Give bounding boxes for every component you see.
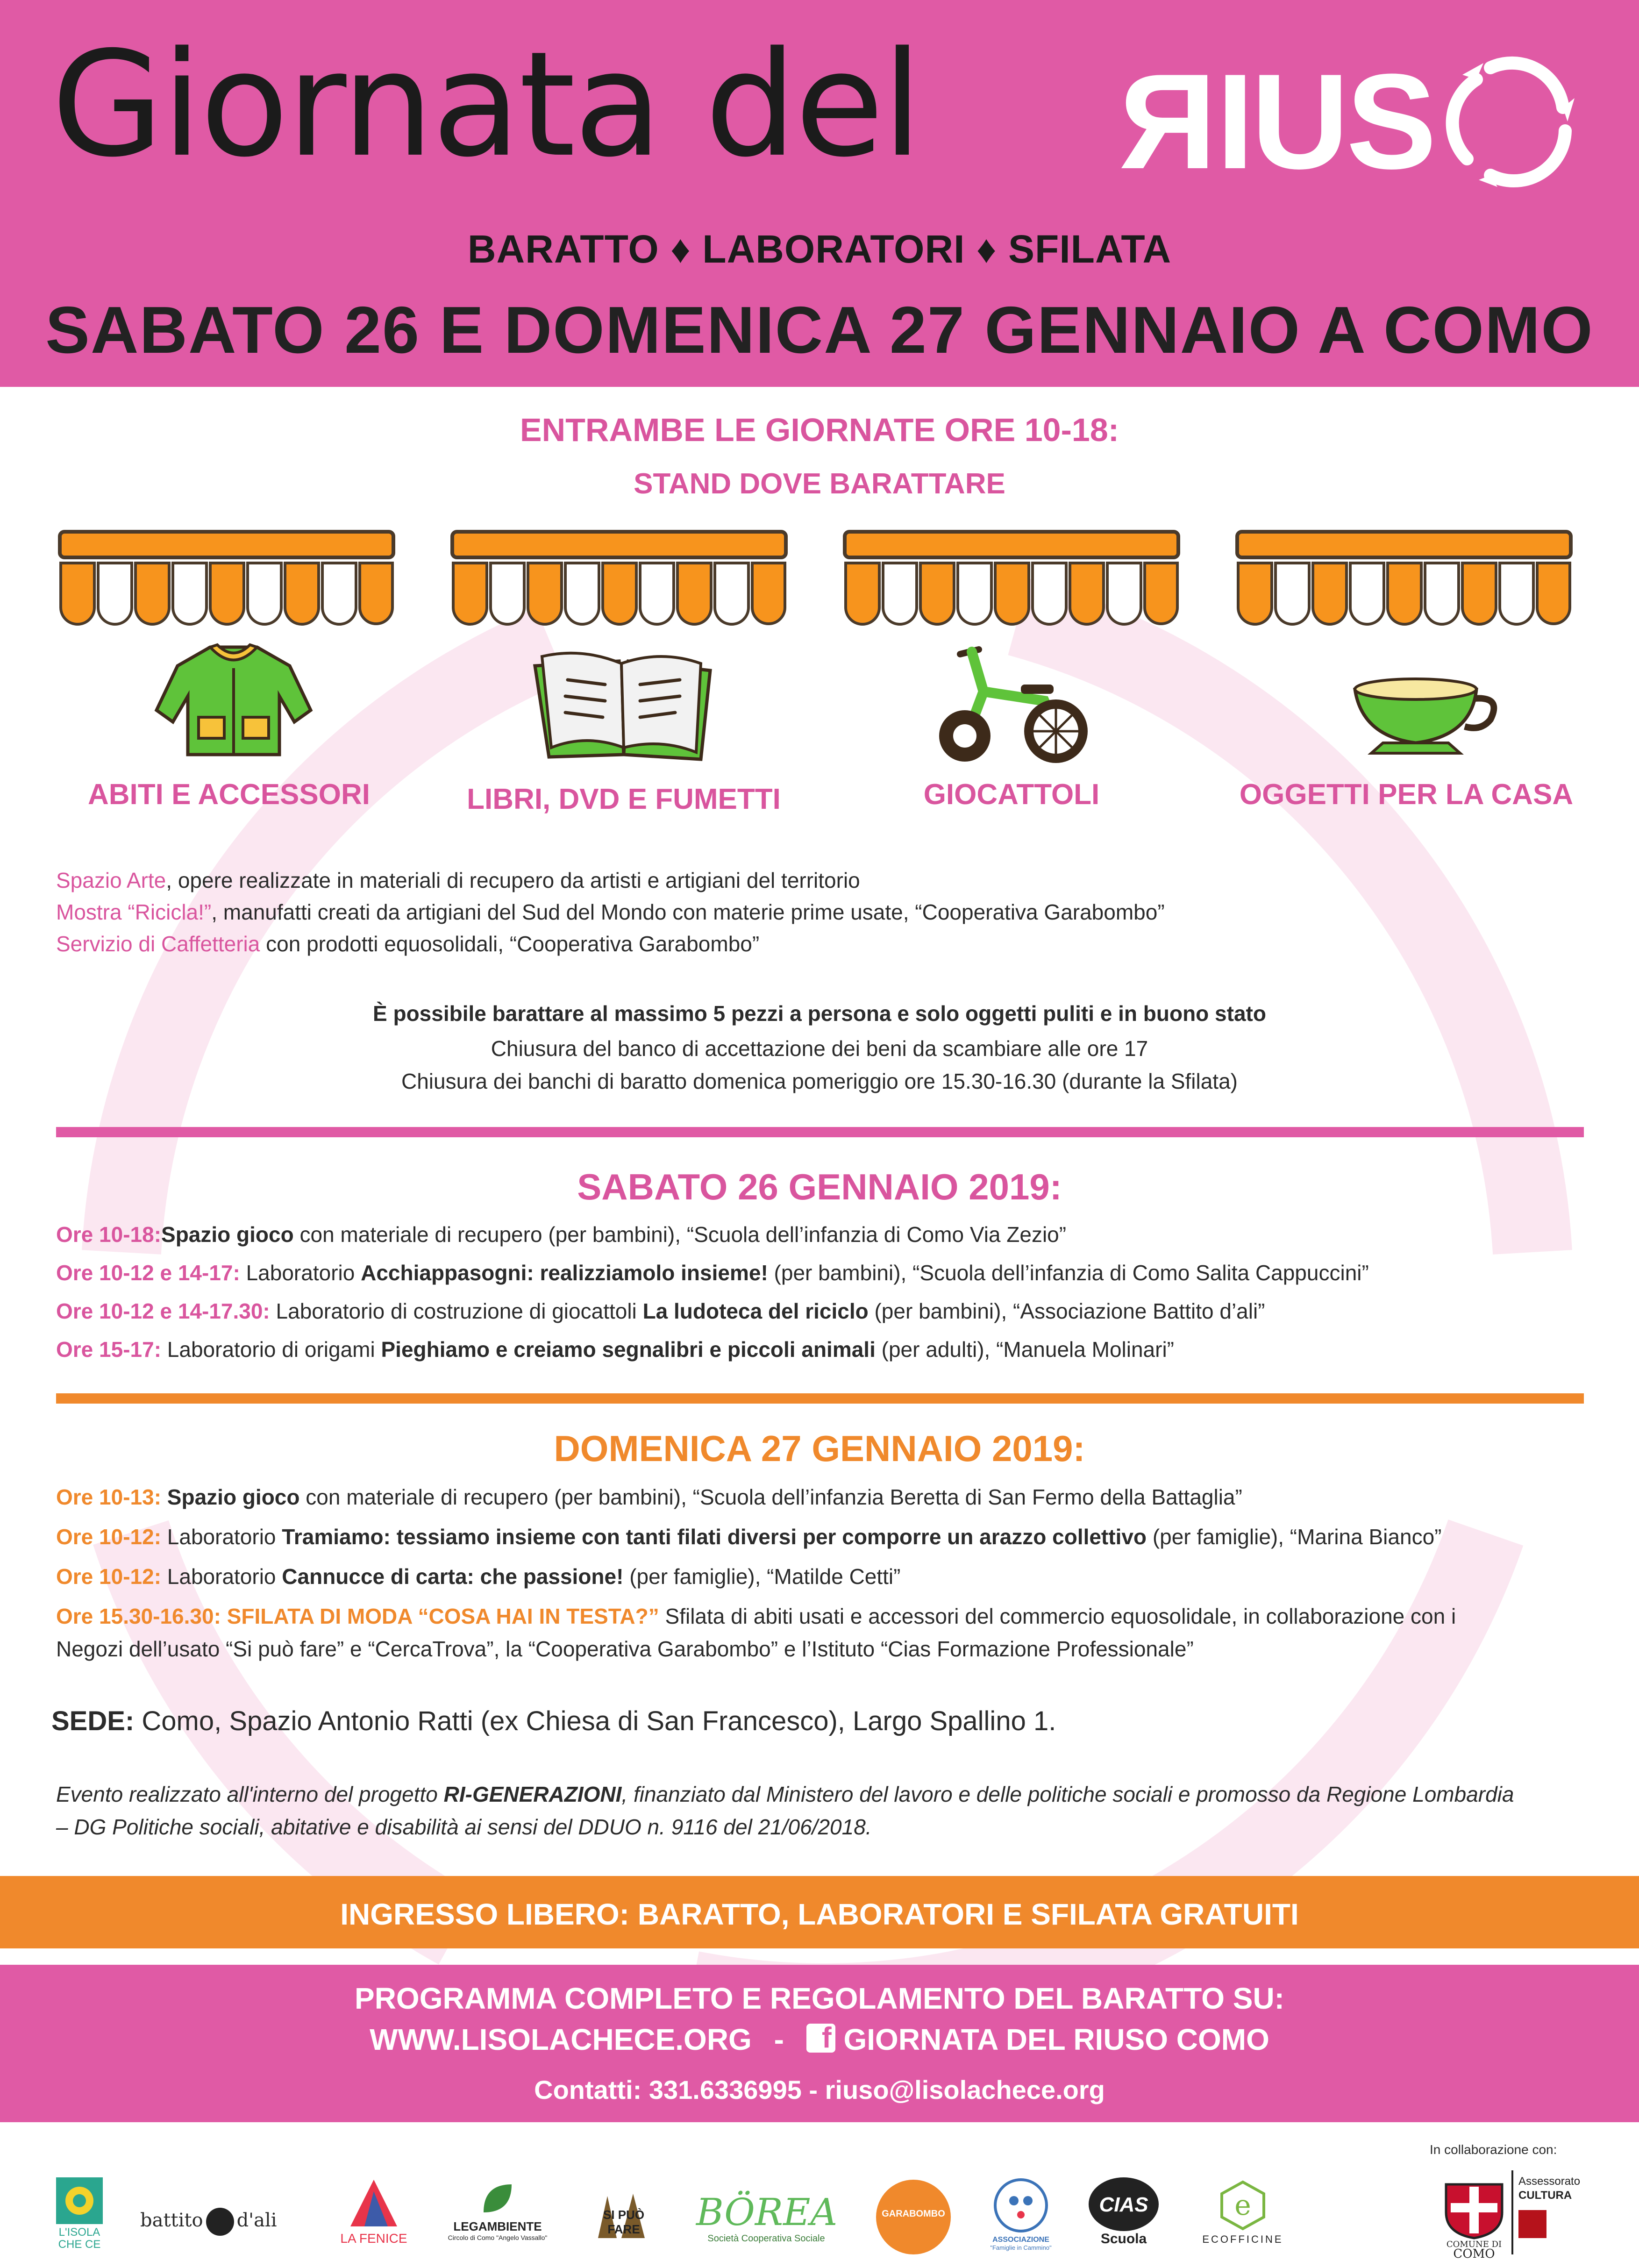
separator: - bbox=[774, 2023, 784, 2056]
saturday-item bbox=[56, 1295, 1265, 1327]
battito-dali-logo bbox=[140, 2208, 277, 2236]
facebook-page-link[interactable]: GIORNATA DEL RIUSO COMO bbox=[843, 2023, 1269, 2056]
divider bbox=[56, 1393, 1584, 1404]
event-subtitle: BARATTO ♦ LABORATORI ♦ SFILATA bbox=[467, 227, 1172, 271]
item-time: Ore 10-12: bbox=[56, 1525, 162, 1549]
item-text bbox=[161, 1485, 167, 1509]
cias-logo bbox=[1084, 2177, 1163, 2247]
sunday-heading: DOMENICA 27 GENNAIO 2019: bbox=[554, 1428, 1085, 1469]
book-icon bbox=[530, 647, 717, 764]
extra-text: con prodotti equosolidali, “Cooperativa Garabombo” bbox=[260, 932, 760, 956]
riuso-letters: IUS bbox=[1216, 46, 1434, 197]
saturday-item bbox=[56, 1334, 1174, 1365]
leaf-icon bbox=[479, 2180, 516, 2217]
logo-text: "Famiglie in Cammino" bbox=[990, 2244, 1052, 2251]
logo-text: CHE CE bbox=[58, 2238, 101, 2251]
logo-text: battito bbox=[140, 2210, 203, 2231]
collaboration-label: In collaborazione con: bbox=[1430, 2142, 1557, 2157]
ecofficine-logo bbox=[1187, 2180, 1299, 2246]
logo-text: COMO bbox=[1453, 2247, 1495, 2261]
fenice-icon bbox=[348, 2177, 399, 2229]
svg-text:e: e bbox=[1234, 2189, 1251, 2222]
event-dates: SABATO 26 E DOMENICA 27 GENNAIO A COMO bbox=[45, 293, 1594, 367]
legambiente-logo bbox=[439, 2180, 556, 2241]
stands-subheading: STAND DOVE BARATTARE bbox=[634, 468, 1005, 500]
website-link[interactable]: WWW.LISOLACHECE.ORG bbox=[370, 2023, 752, 2056]
flower-icon bbox=[56, 2177, 103, 2224]
item-time: Ore 10-13: bbox=[56, 1485, 162, 1509]
item-time: Ore 10-12 e 14-17.30: bbox=[56, 1299, 270, 1323]
butterfly-icon bbox=[206, 2208, 234, 2236]
item-text: Laboratorio bbox=[240, 1261, 361, 1285]
event-title: Giornata del bbox=[51, 21, 921, 189]
comune-di-como-logo bbox=[1439, 2170, 1612, 2259]
links-row bbox=[0, 2022, 1639, 2057]
category-label: LIBRI, DVD E FUMETTI bbox=[467, 783, 781, 815]
logo-text: CIAS bbox=[1099, 2193, 1148, 2216]
fashion-show-item bbox=[56, 1600, 1456, 1632]
stand-awning bbox=[841, 528, 1182, 649]
item-title: La ludoteca del riciclo bbox=[642, 1299, 869, 1323]
item-text: con materiale di recupero (per bambini), “Scuola dell’infanzia Beretta di San Fermo della Battaglia” bbox=[299, 1485, 1242, 1509]
saturday-item bbox=[56, 1219, 1066, 1250]
logo-text: ECOFFICINE bbox=[1202, 2233, 1283, 2245]
venue-text: Como, Spazio Antonio Ratti (ex Chiesa di San Francesco), Largo Spallino 1. bbox=[134, 1706, 1056, 1736]
venue bbox=[51, 1705, 1056, 1737]
item-time: Ore 15-17: bbox=[56, 1337, 162, 1362]
fashion-title: SFILATA DI MODA “COSA HAI IN TESTA?” bbox=[227, 1604, 659, 1628]
extra-item bbox=[56, 896, 1165, 928]
item-time: Ore 10-18: bbox=[56, 1222, 162, 1247]
logo-divider bbox=[1511, 2170, 1513, 2254]
item-text: (per bambini), “Scuola dell’infanzia di Como Salita Cappuccini” bbox=[768, 1261, 1369, 1285]
barter-rule: È possibile barattare al massimo 5 pezzi a persona e solo oggetti puliti e in buono stato bbox=[373, 1001, 1266, 1026]
item-text: Laboratorio bbox=[161, 1564, 282, 1589]
logo-text: BÖREA bbox=[696, 2190, 838, 2234]
logo-text: COMUNE DI bbox=[1446, 2239, 1502, 2249]
item-title: Tramiamo: tessiamo insieme con tanti filati diversi per comporre un arazzo collettivo bbox=[282, 1525, 1147, 1549]
saturday-heading: SABATO 26 GENNAIO 2019: bbox=[577, 1166, 1062, 1207]
logo-text: Scuola bbox=[1100, 2231, 1147, 2247]
item-text: (per famiglie), “Matilde Cetti” bbox=[623, 1564, 901, 1589]
credits-text: , finanziato dal Ministero del lavoro e delle politiche sociali e promosso da Regione Lombardia bbox=[621, 1782, 1514, 1806]
extra-label: Mostra “Ricicla!” bbox=[56, 900, 212, 924]
item-time: Ore 10-12 e 14-17: bbox=[56, 1261, 240, 1285]
extra-text: , opere realizzate in materiali di recupero da artisti e artigiani del territorio bbox=[166, 868, 860, 892]
family-icon bbox=[993, 2177, 1049, 2233]
logo-text: LA FENICE bbox=[340, 2231, 407, 2246]
item-title: Acchiappasogni: realizziamolo insieme! bbox=[361, 1261, 768, 1285]
barter-closing-2: Chiusura dei banchi di baratto domenica pomeriggio ore 15.30-16.30 (durante la Sfilata) bbox=[401, 1069, 1238, 1093]
logo-text: Società Cooperativa Sociale bbox=[707, 2233, 825, 2244]
item-title: Cannucce di carta: che passione! bbox=[282, 1564, 624, 1589]
item-text: Laboratorio di costruzione di giocattoli bbox=[270, 1299, 643, 1323]
logo-text: LEGAMBIENTE bbox=[453, 2219, 542, 2233]
fashion-show-text: Negozi dell’usato “Si può fare” e “CercaTrova”, la “Cooperativa Garabombo” e l’Istituto “Cias Formazione Professionale” bbox=[56, 1637, 1194, 1661]
contacts: Contatti: 331.6336995 - riuso@lisolachece.org bbox=[534, 2075, 1105, 2104]
extra-label: Servizio di Caffetteria bbox=[56, 932, 260, 956]
la-fenice-logo bbox=[332, 2177, 416, 2246]
item-text: con materiale di recupero (per bambini), “Scuola dell’infanzia di Como Via Zezio” bbox=[293, 1222, 1067, 1247]
si-puo-fare-logo bbox=[589, 2187, 659, 2247]
logo-text: Assessorato bbox=[1518, 2175, 1581, 2188]
isola-che-ce-logo bbox=[54, 2177, 105, 2251]
red-square-icon bbox=[1518, 2210, 1546, 2238]
item-text: (per famiglie), “Marina Bianco” bbox=[1147, 1525, 1442, 1549]
category-label: GIOCATTOLI bbox=[923, 778, 1100, 811]
logo-text: d'ali bbox=[236, 2210, 277, 2231]
recycle-icon bbox=[1434, 47, 1584, 196]
stand-awning bbox=[56, 528, 397, 649]
item-title: Pieghiamo e creiamo segnalibri e piccoli animali bbox=[381, 1337, 876, 1362]
project-name: RI-GENERAZIONI bbox=[443, 1782, 622, 1806]
item-text: Laboratorio bbox=[161, 1525, 282, 1549]
credits-text: Evento realizzato all'interno del progetto bbox=[56, 1782, 444, 1806]
divider bbox=[56, 1127, 1584, 1137]
teacup-icon bbox=[1346, 673, 1504, 757]
event-title-riuso: RIUS bbox=[1121, 46, 1434, 197]
facebook-icon: f bbox=[806, 2024, 835, 2053]
program-info: PROGRAMMA COMPLETO E REGOLAMENTO DEL BARATTO SU: bbox=[355, 1982, 1284, 2015]
item-title: Spazio gioco bbox=[161, 1222, 294, 1247]
stand-awning bbox=[1233, 528, 1575, 649]
credits bbox=[56, 1778, 1514, 1843]
extra-text: , manufatti creati da artigiani del Sud del Mondo con materie prime usate, “Cooperativa Garabombo” bbox=[211, 900, 1165, 924]
logo-text: SI PUÒ FARE bbox=[603, 2208, 645, 2236]
item-text: Sfilata di abiti usati e accessori del commercio equosolidale, in collaborazione con i bbox=[659, 1604, 1456, 1628]
item-title: Spazio gioco bbox=[167, 1485, 300, 1509]
barter-closing-1: Chiusura del banco di accettazione dei beni da scambiare alle ore 17 bbox=[491, 1036, 1148, 1061]
garabombo-logo bbox=[876, 2180, 951, 2254]
logo-text: CULTURA bbox=[1518, 2189, 1572, 2202]
category-label: ABITI E ACCESSORI bbox=[88, 778, 370, 811]
logo-text: Circolo di Como "Angelo Vassallo" bbox=[448, 2234, 548, 2241]
item-text: (per adulti), “Manuela Molinari” bbox=[875, 1337, 1175, 1362]
venue-label: SEDE: bbox=[51, 1706, 135, 1736]
coat-of-arms-icon bbox=[1439, 2175, 1509, 2240]
sunday-item bbox=[56, 1521, 1441, 1553]
saturday-item bbox=[56, 1257, 1369, 1289]
stand-awning bbox=[449, 528, 790, 649]
item-text: (per bambini), “Associazione Battito d’ali” bbox=[868, 1299, 1265, 1323]
famiglie-in-cammino-logo bbox=[979, 2177, 1063, 2251]
extra-item bbox=[56, 864, 860, 896]
item-text: Laboratorio di origami bbox=[161, 1337, 381, 1362]
item-time: Ore 15.30-16.30: bbox=[56, 1604, 221, 1628]
credits-text: – DG Politiche sociali, abitative e disabilità ai sensi del DDUO n. 9116 del 21/06/2018. bbox=[56, 1815, 872, 1839]
jacket-icon bbox=[154, 640, 313, 762]
cias-emblem bbox=[1089, 2177, 1159, 2231]
tricycle-icon bbox=[927, 640, 1096, 766]
logo-text: ASSOCIAZIONE bbox=[992, 2236, 1049, 2244]
extra-label: Spazio Arte bbox=[56, 868, 166, 892]
entry-banner-text: INGRESSO LIBERO: BARATTO, LABORATORI E SFILATA GRATUITI bbox=[340, 1897, 1299, 1931]
stands-heading: ENTRAMBE LE GIORNATE ORE 10-18: bbox=[520, 412, 1119, 448]
item-time: Ore 10-12: bbox=[56, 1564, 162, 1589]
logo-text: GARABOMBO bbox=[882, 2209, 945, 2219]
category-label: OGGETTI PER LA CASA bbox=[1239, 778, 1574, 811]
sunday-item bbox=[56, 1481, 1242, 1513]
sunday-item bbox=[56, 1561, 900, 1592]
ecofficine-icon bbox=[1217, 2180, 1268, 2231]
logo-text: L'ISOLA bbox=[58, 2226, 100, 2239]
borea-logo bbox=[696, 2191, 836, 2244]
extra-item bbox=[56, 928, 759, 960]
